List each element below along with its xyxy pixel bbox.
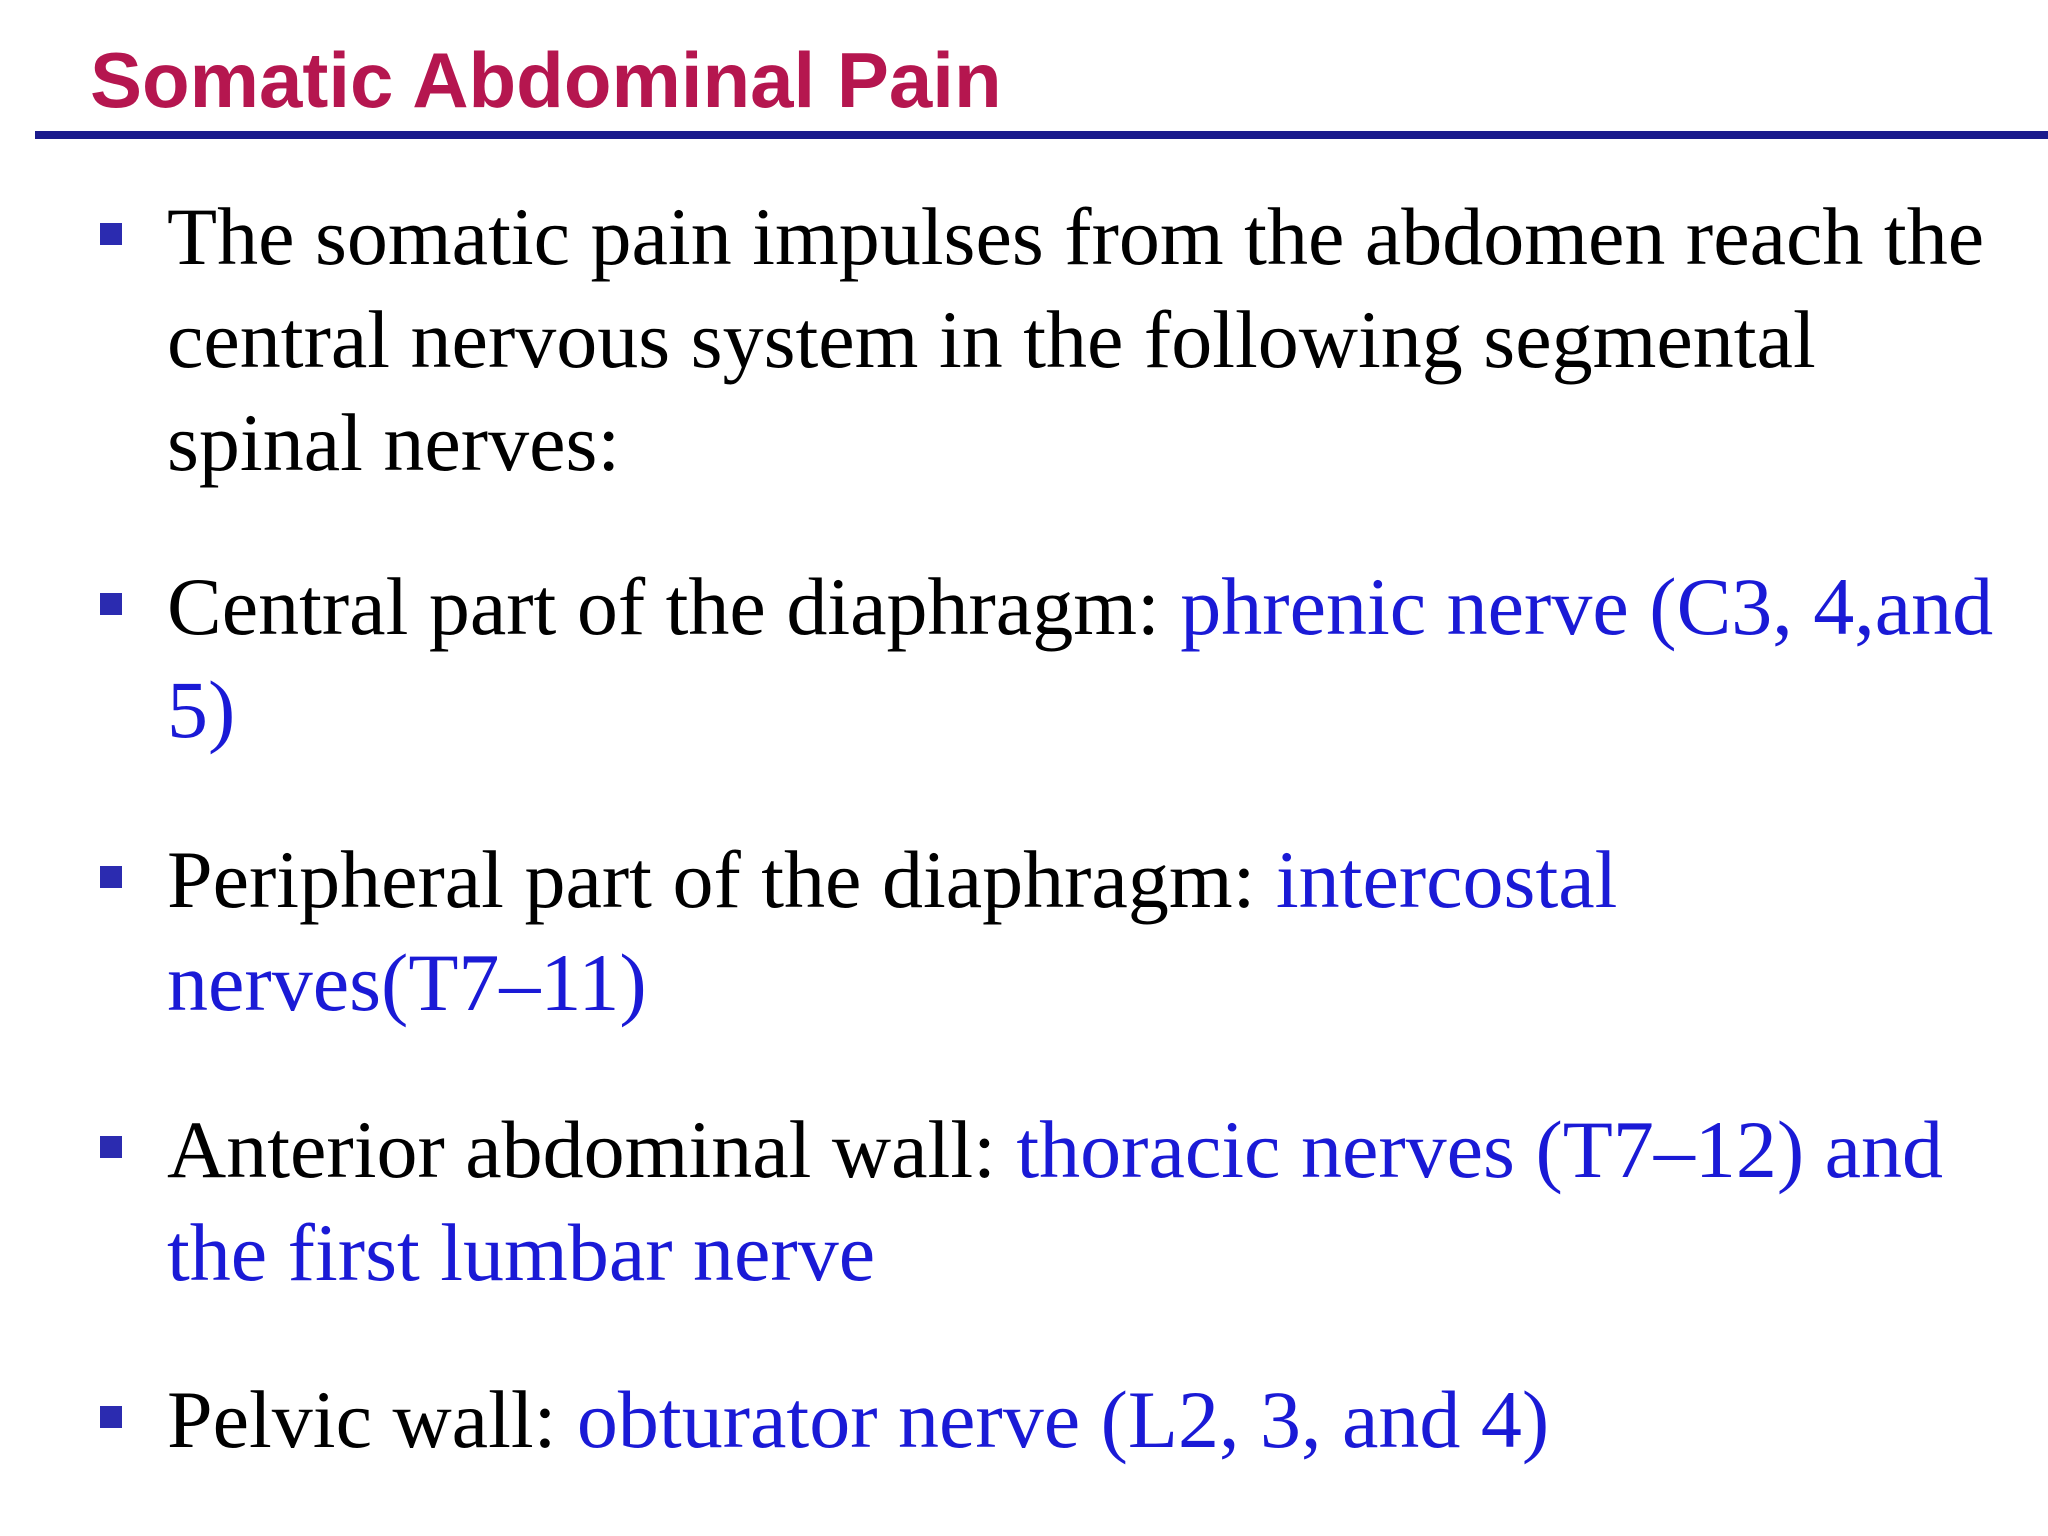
bullet-label: Pelvic wall: [167, 1374, 577, 1465]
bullet-label: Anterior abdominal wall: [167, 1104, 1017, 1195]
square-bullet-icon [100, 1136, 122, 1158]
bullet-text [167, 1368, 2007, 1471]
square-bullet-icon [100, 223, 122, 245]
bullet-text [167, 828, 2007, 1034]
bullet-text [167, 185, 2007, 494]
bullet-highlight: intercostal nerves(T7–11) [167, 834, 1618, 1028]
bullet-highlight: thoracic nerves (T7–12) and the first lumbar nerve [167, 1104, 1944, 1298]
bullet-highlight: obturator nerve (L2, 3, and 4) [576, 1374, 1550, 1465]
bullet-label: Peripheral part of the diaphragm: [167, 834, 1276, 925]
bullet-text [167, 1098, 2007, 1304]
bullet-label: Central part of the diaphragm: [167, 561, 1181, 652]
bullet-highlight: phrenic nerve (C3, 4,and 5) [167, 561, 1994, 755]
bullet-label: The somatic pain impulses from the abdomen reach the central nervous system in the following segmental spinal nerves: [167, 191, 1985, 488]
square-bullet-icon [100, 1406, 122, 1428]
square-bullet-icon [100, 593, 122, 615]
bullet-text [167, 555, 2007, 761]
square-bullet-icon [100, 866, 122, 888]
slide-title: Somatic Abdominal Pain [90, 36, 1002, 124]
